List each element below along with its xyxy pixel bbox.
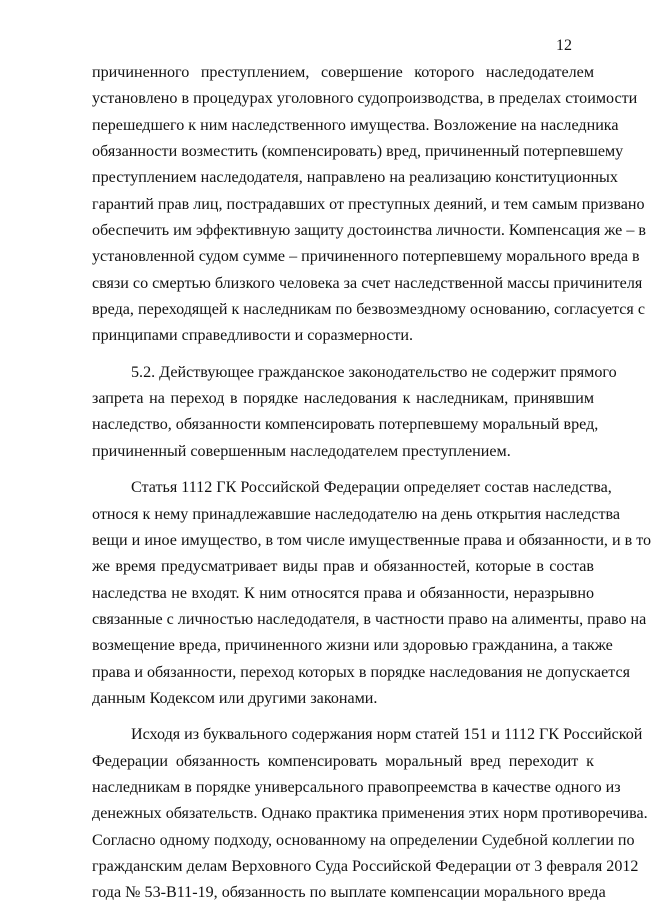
paragraph: [92, 60, 647, 350]
text-line: связанные с личностью наследодателя, в частности право на алименты, право на: [92, 610, 647, 628]
text-line: вреда, переходящей к наследникам по безвозмездному основанию, согласуется с: [92, 301, 645, 319]
paragraph: [92, 360, 617, 465]
text-line: перешедшего к ним наследственного имущества. Возложение на наследника: [92, 116, 619, 134]
text-line: установленной судом сумме – причиненного потерпевшему морального вреда в: [92, 248, 640, 266]
text-line: обязанности возместить (компенсировать) вред, причиненный потерпевшему: [92, 143, 624, 161]
text-line: наследникам в порядке универсального правопреемства в качестве одного из: [92, 778, 621, 796]
text-line: причиненного преступлением, совершение которого наследодателем: [92, 64, 594, 81]
text-line: 5.2. Действующее гражданское законодательство не содержит прямого: [131, 363, 617, 381]
text-line: связи со смертью близкого человека за счет наследственной массы причинителя: [92, 274, 643, 292]
text-line: наследство, обязанности компенсировать потерпевшему моральный вред,: [92, 416, 599, 434]
text-line: Исходя из буквального содержания норм статей 151 и 1112 ГК Российской: [131, 726, 643, 744]
text-line: возмещение вреда, причиненного жизни или здоровью гражданина, а также: [92, 637, 613, 655]
text-line: вещи и иное имущество, в том числе имущественные права и обязанности, и в то: [92, 531, 651, 549]
text-line: причиненный совершенным наследодателем преступлением.: [92, 442, 511, 460]
text-line: принципами справедливости и соразмерности.: [92, 327, 414, 345]
text-line: запрета на переход в порядке наследования к наследникам, принявшим: [92, 390, 594, 408]
page-number: 12: [556, 37, 572, 54]
paragraph: [92, 722, 648, 906]
document-body: [92, 60, 651, 907]
text-line: гражданским делам Верховного Суда Российской Федерации от 3 февраля 2012: [92, 857, 639, 875]
text-line: обеспечить им эффективную защиту достоинства личности. Компенсация же – в: [92, 222, 647, 240]
text-line: года № 53-В11-19, обязанность по выплате компенсации морального вреда: [92, 884, 606, 902]
text-line: Статья 1112 ГК Российской Федерации определяет состав наследства,: [131, 479, 612, 497]
text-line: данным Кодексом или другими законами.: [92, 689, 378, 707]
text-line: преступлением наследодателя, направлено на реализацию конституционных: [92, 169, 618, 187]
text-line: же время предусматривает виды прав и обязанностей, которые в состав: [92, 558, 594, 576]
text-line: установлено в процедурах уголовного судопроизводства, в пределах стоимости: [92, 90, 638, 108]
text-line: Федерации обязанность компенсировать моральный вред переходит к: [92, 752, 594, 770]
text-line: относя к нему принадлежавшие наследодателю на день открытия наследства: [92, 505, 621, 523]
text-line: денежных обязательств. Однако практика применения этих норм противоречива.: [92, 805, 648, 823]
text-line: гарантий прав лиц, пострадавших от преступных деяний, и тем самым призвано: [92, 195, 645, 213]
paragraph: [92, 475, 651, 712]
text-line: Согласно одному подходу, основанному на определении Судебной коллегии по: [92, 831, 635, 849]
text-line: права и обязанности, переход которых в порядке наследования не допускается: [92, 663, 631, 681]
text-line: наследства не входят. К ним относятся права и обязанности, неразрывно: [92, 584, 594, 602]
